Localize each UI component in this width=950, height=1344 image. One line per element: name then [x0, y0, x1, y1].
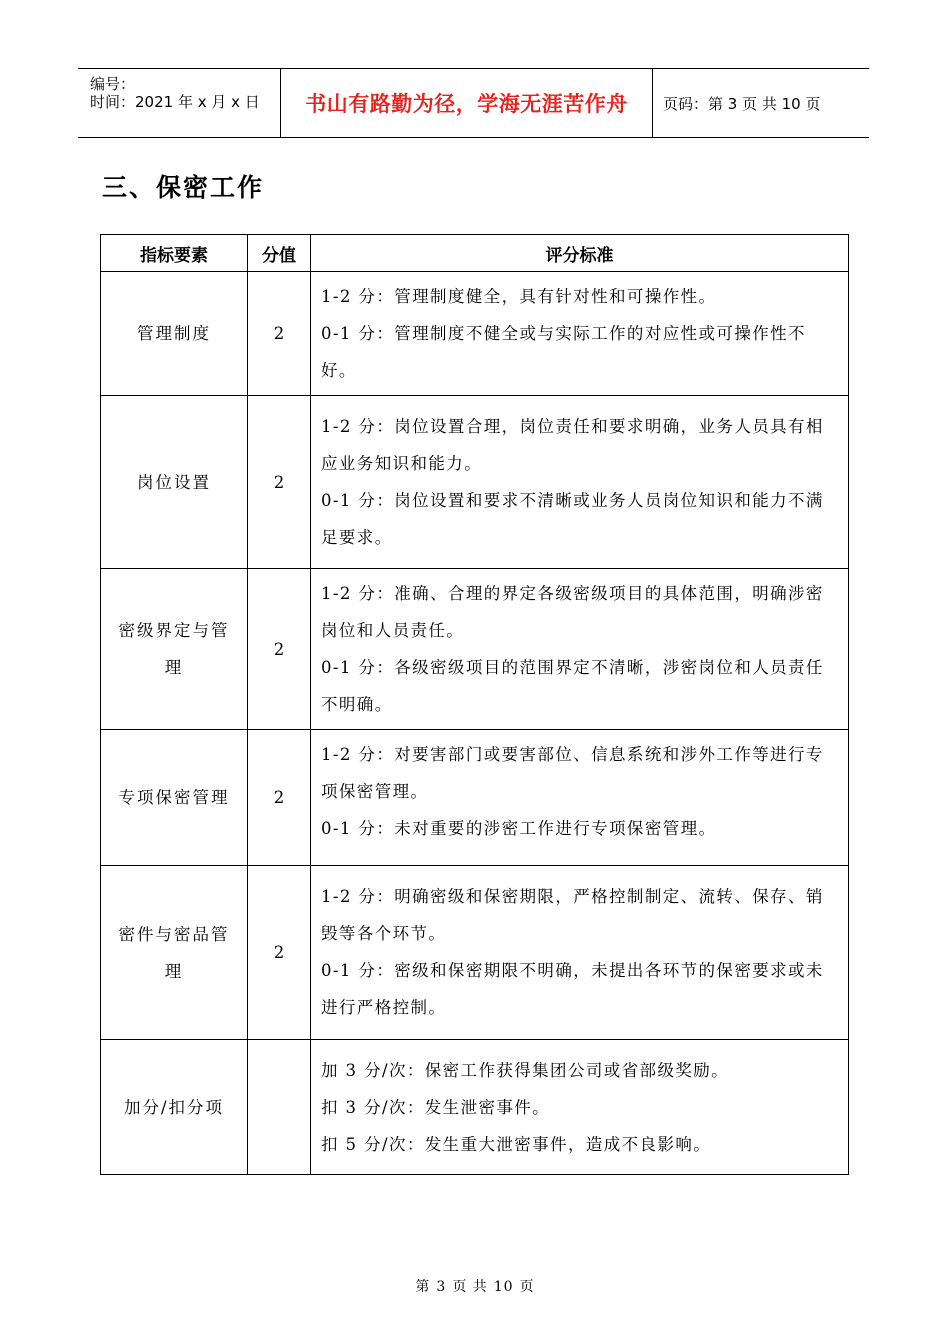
page-footer	[0, 1276, 950, 1296]
row-element: 岗位设置	[101, 396, 248, 569]
criteria-line: 0-1 分：各级密级项目的范围界定不清晰，涉密岗位和人员责任不明确。	[321, 658, 824, 714]
header-page-info	[653, 69, 869, 137]
footer-current-page: 3	[436, 1279, 447, 1295]
row-element: 管理制度	[101, 272, 248, 396]
criteria-line: 0-1 分：岗位设置和要求不清晰或业务人员岗位知识和能力不满足要求。	[321, 491, 824, 547]
row-criteria	[311, 569, 849, 730]
page-header	[78, 68, 869, 138]
criteria-line: 0-1 分：管理制度不健全或与实际工作的对应性或可操作性不好。	[321, 324, 806, 380]
table-row	[101, 396, 849, 569]
row-criteria	[311, 396, 849, 569]
row-criteria	[311, 866, 849, 1040]
row-score: 2	[248, 396, 311, 569]
criteria-line: 1-2 分：对要害部门或要害部位、信息系统和涉外工作等进行专项保密管理。	[321, 745, 824, 801]
row-element: 密级界定与管理	[101, 569, 248, 730]
document-date-label: 时间：2021 年 x 月 x 日	[90, 93, 260, 111]
row-score: 2	[248, 866, 311, 1040]
motto-text: 书山有路勤为径，学海无涯苦作舟	[305, 92, 628, 116]
footer-mid: 页 共	[452, 1279, 488, 1295]
table-row	[101, 866, 849, 1040]
document-number-label: 编号：	[90, 75, 136, 93]
criteria-line: 1-2 分：管理制度健全，具有针对性和可操作性。	[321, 287, 717, 306]
criteria-line: 扣 5 分/次：发生重大泄密事件，造成不良影响。	[321, 1135, 712, 1154]
row-element: 密件与密品管理	[101, 866, 248, 1040]
row-criteria	[311, 730, 849, 866]
footer-total-pages: 10	[493, 1279, 514, 1295]
criteria-line: 1-2 分：准确、合理的界定各级密级项目的具体范围，明确涉密岗位和人员责任。	[321, 584, 824, 640]
criteria-line: 扣 3 分/次：发生泄密事件。	[321, 1098, 551, 1117]
section-title: 三、保密工作	[102, 173, 265, 202]
header-meta	[78, 69, 281, 137]
criteria-line: 1-2 分：岗位设置合理，岗位责任和要求明确，业务人员具有相应业务知识和能力。	[321, 417, 824, 473]
column-header-element: 指标要素	[101, 235, 248, 272]
row-score	[248, 1040, 311, 1175]
criteria-line: 1-2 分：明确密级和保密期限，严格控制制定、流转、保存、销毁等各个环节。	[321, 887, 824, 943]
footer-prefix: 第	[415, 1279, 431, 1295]
column-header-criteria: 评分标准	[311, 235, 849, 272]
table-row	[101, 569, 849, 730]
scoring-table	[100, 234, 849, 1175]
row-element: 加分/扣分项	[101, 1040, 248, 1175]
criteria-line: 0-1 分：密级和保密期限不明确，未提出各环节的保密要求或未进行严格控制。	[321, 961, 824, 1017]
row-score: 2	[248, 730, 311, 866]
column-header-score: 分值	[248, 235, 311, 272]
row-score: 2	[248, 272, 311, 396]
row-score: 2	[248, 569, 311, 730]
header-motto	[281, 69, 653, 137]
row-criteria	[311, 272, 849, 396]
table-row	[101, 1040, 849, 1175]
table-row	[101, 272, 849, 396]
row-criteria	[311, 1040, 849, 1175]
page-info-text: 页码：第 3 页 共 10 页	[663, 94, 821, 113]
row-element: 专项保密管理	[101, 730, 248, 866]
table-header-row	[101, 235, 849, 272]
table-row	[101, 730, 849, 866]
criteria-line: 0-1 分：未对重要的涉密工作进行专项保密管理。	[321, 819, 717, 838]
footer-suffix: 页	[519, 1279, 535, 1295]
criteria-line: 加 3 分/次：保密工作获得集团公司或省部级奖励。	[321, 1061, 730, 1080]
